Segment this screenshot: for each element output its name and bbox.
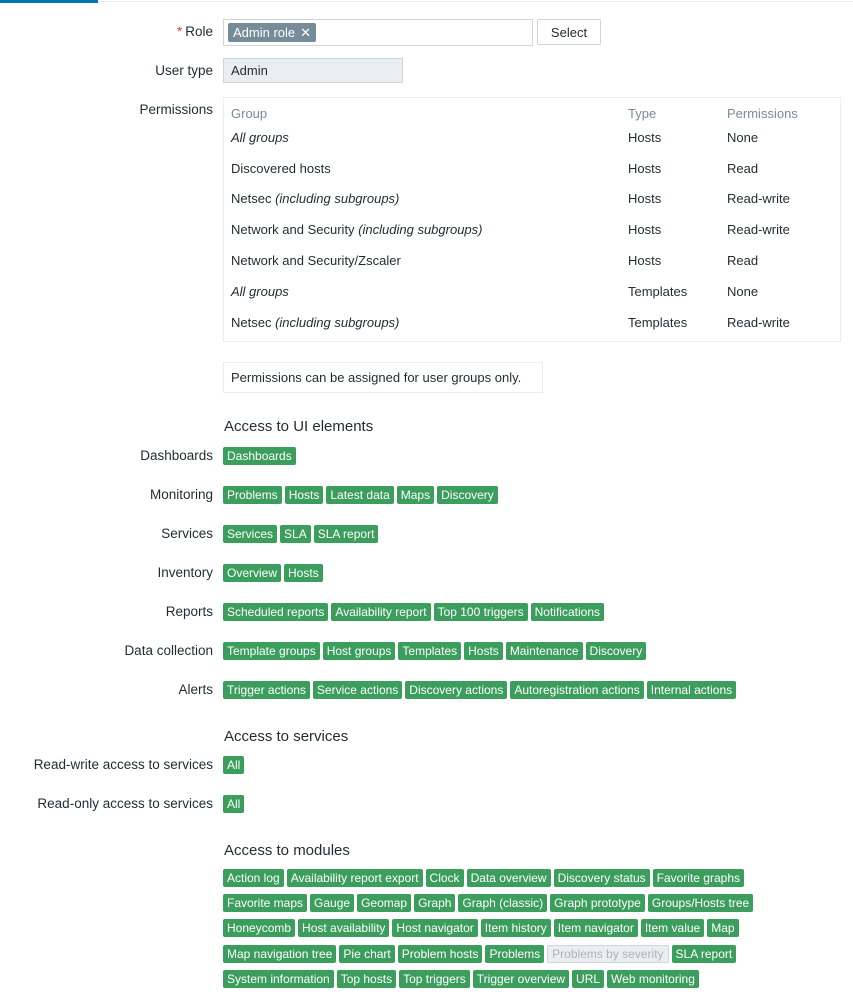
role-label — [177, 24, 213, 39]
ui-element-tag: Top 100 triggers — [434, 603, 528, 621]
ui-element-tag: Latest data — [326, 486, 393, 504]
ui-element-tag: Services — [223, 525, 277, 543]
remove-chip-icon[interactable]: ✕ — [300, 24, 312, 40]
service-access-label: Read-write access to services — [33, 757, 213, 772]
permission-level-cell: Read-write — [727, 222, 790, 237]
module-tag: Discovery status — [554, 869, 650, 887]
ui-element-tag: Hosts — [285, 486, 324, 504]
module-tag: Host availability — [298, 919, 389, 937]
permission-type-cell: Templates — [628, 315, 688, 330]
module-tag: Item history — [481, 919, 551, 937]
ui-element-tags — [223, 642, 646, 660]
required-marker: * — [176, 24, 183, 39]
module-tag: Graph (classic) — [458, 894, 547, 912]
permission-group-cell — [231, 253, 401, 268]
permission-level-cell: None — [727, 130, 759, 145]
subgroups-note: (including subgroups) — [275, 315, 400, 330]
module-tag: Data overview — [467, 869, 551, 887]
permission-group-cell — [231, 222, 482, 237]
modules-section-title: Access to modules — [224, 842, 350, 859]
ui-element-tags — [223, 603, 604, 621]
permission-group-cell — [231, 315, 399, 330]
module-tag: Host navigator — [392, 919, 477, 937]
ui-elements-section-title: Access to UI elements — [224, 418, 374, 435]
module-tag: URL — [572, 970, 604, 988]
module-tag: Item value — [641, 919, 704, 937]
module-tag: Geomap — [357, 894, 411, 912]
service-access-tags — [223, 756, 244, 774]
module-tag: Favorite graphs — [653, 869, 744, 887]
ui-element-tag: SLA — [280, 525, 311, 543]
module-tag: Item navigator — [554, 919, 638, 937]
permission-level-cell: None — [727, 284, 759, 299]
tab-divider — [98, 1, 853, 2]
type-column-header: Type — [628, 106, 657, 121]
module-tag-row — [223, 869, 744, 887]
select-role-button[interactable]: Select — [537, 19, 601, 45]
permission-type-cell: Hosts — [628, 191, 662, 206]
module-tag: Availability report export — [287, 869, 423, 887]
ui-element-tags — [223, 447, 296, 465]
module-tag: Pie chart — [339, 945, 394, 963]
role-chip — [228, 23, 316, 42]
service-access-label: Read-only access to services — [37, 796, 213, 811]
role-chip-label: Admin role — [233, 25, 296, 40]
service-access-tag: All — [223, 795, 244, 813]
permission-level-cell: Read-write — [727, 315, 790, 330]
permission-group-name: Network and Security/Zscaler — [231, 253, 401, 268]
module-tag: Map — [707, 919, 738, 937]
module-tag: Gauge — [310, 894, 354, 912]
ui-element-tag: Hosts — [464, 642, 503, 660]
module-tag: Problems — [485, 945, 544, 963]
module-tag: Graph — [414, 894, 455, 912]
ui-element-tag: Maps — [397, 486, 434, 504]
ui-element-tag: Discovery — [437, 486, 498, 504]
ui-element-row-label: Alerts — [178, 682, 213, 697]
module-tag: Clock — [426, 869, 464, 887]
ui-element-tag: Template groups — [223, 642, 320, 660]
ui-element-row-label: Data collection — [124, 643, 213, 658]
ui-element-tags — [223, 486, 498, 504]
module-tag-disabled: Problems by severity — [547, 945, 668, 963]
permission-group-cell — [231, 161, 331, 176]
ui-element-tag: Discovery actions — [405, 681, 507, 699]
module-tag: Top hosts — [337, 970, 396, 988]
ui-element-tag: Discovery — [586, 642, 647, 660]
permission-group-name: All groups — [231, 130, 289, 145]
user-type-label: User type — [155, 63, 213, 78]
module-tag: Honeycomb — [223, 919, 295, 937]
ui-element-tags — [223, 525, 378, 543]
ui-element-tag: Problems — [223, 486, 282, 504]
service-access-tag: All — [223, 756, 244, 774]
ui-element-tag: Notifications — [531, 603, 604, 621]
module-tag: Top triggers — [399, 970, 470, 988]
ui-element-tags — [223, 564, 323, 582]
permission-type-cell: Hosts — [628, 222, 662, 237]
ui-element-row-label: Monitoring — [149, 487, 213, 502]
permission-level-cell: Read-write — [727, 191, 790, 206]
ui-element-tag: Scheduled reports — [223, 603, 328, 621]
user-type-field: Admin — [223, 58, 403, 83]
group-column-header: Group — [231, 106, 268, 121]
module-tag-row — [223, 945, 736, 963]
permission-type-cell: Templates — [628, 284, 688, 299]
module-tag: Problem hosts — [398, 945, 483, 963]
module-tag-row — [223, 894, 753, 912]
ui-element-tag: Trigger actions — [223, 681, 310, 699]
subgroups-note: (including subgroups) — [358, 222, 483, 237]
role-label-text: Role — [185, 24, 213, 39]
module-tag: SLA report — [672, 945, 737, 963]
permission-group-name: Network and Security — [231, 222, 355, 237]
ui-element-tags — [223, 681, 736, 699]
permission-group-name: Netsec — [231, 315, 272, 330]
module-tag-row — [223, 970, 699, 988]
ui-element-tag: Autoregistration actions — [510, 681, 643, 699]
ui-element-row-label: Reports — [165, 604, 213, 619]
ui-element-tag: SLA report — [314, 525, 379, 543]
module-tag: Graph prototype — [550, 894, 645, 912]
permissions-label: Permissions — [139, 102, 213, 117]
permission-group-name: Netsec — [231, 191, 272, 206]
permissions-column-header: Permissions — [727, 106, 798, 121]
permission-type-cell: Hosts — [628, 161, 662, 176]
permission-group-cell — [231, 284, 289, 299]
module-tag: Groups/Hosts tree — [648, 894, 753, 912]
permission-group-name: Discovered hosts — [231, 161, 331, 176]
permission-level-cell: Read — [727, 253, 759, 268]
ui-element-tag: Service actions — [313, 681, 402, 699]
ui-element-row-label: Services — [161, 526, 213, 541]
permission-group-cell — [231, 130, 289, 145]
permissions-table — [223, 97, 841, 342]
service-access-tags — [223, 795, 244, 813]
module-tag: Favorite maps — [223, 894, 307, 912]
ui-element-tag: Templates — [398, 642, 461, 660]
permission-level-cell: Read — [727, 161, 759, 176]
subgroups-note: (including subgroups) — [275, 191, 400, 206]
permissions-note: Permissions can be assigned for user groups only. — [223, 362, 543, 393]
module-tag: Action log — [223, 869, 284, 887]
active-tab-indicator — [0, 0, 98, 3]
module-tag: Web monitoring — [607, 970, 699, 988]
ui-element-tag: Hosts — [284, 564, 323, 582]
permission-type-cell: Hosts — [628, 253, 662, 268]
ui-element-tag: Maintenance — [506, 642, 583, 660]
module-tag-row — [223, 919, 739, 937]
ui-element-tag: Internal actions — [647, 681, 736, 699]
ui-element-row-label: Inventory — [157, 565, 213, 580]
ui-element-row-label: Dashboards — [140, 448, 213, 463]
module-tag: System information — [223, 970, 334, 988]
ui-element-tag: Host groups — [323, 642, 396, 660]
role-multiselect-input[interactable] — [223, 19, 533, 46]
permission-group-name: All groups — [231, 284, 289, 299]
ui-element-tag: Availability report — [331, 603, 430, 621]
services-section-title: Access to services — [224, 728, 349, 745]
ui-element-tag: Overview — [223, 564, 281, 582]
permission-group-cell — [231, 191, 399, 206]
ui-element-tag: Dashboards — [223, 447, 296, 465]
module-tag: Map navigation tree — [223, 945, 336, 963]
module-tag: Trigger overview — [473, 970, 569, 988]
permission-type-cell: Hosts — [628, 130, 662, 145]
